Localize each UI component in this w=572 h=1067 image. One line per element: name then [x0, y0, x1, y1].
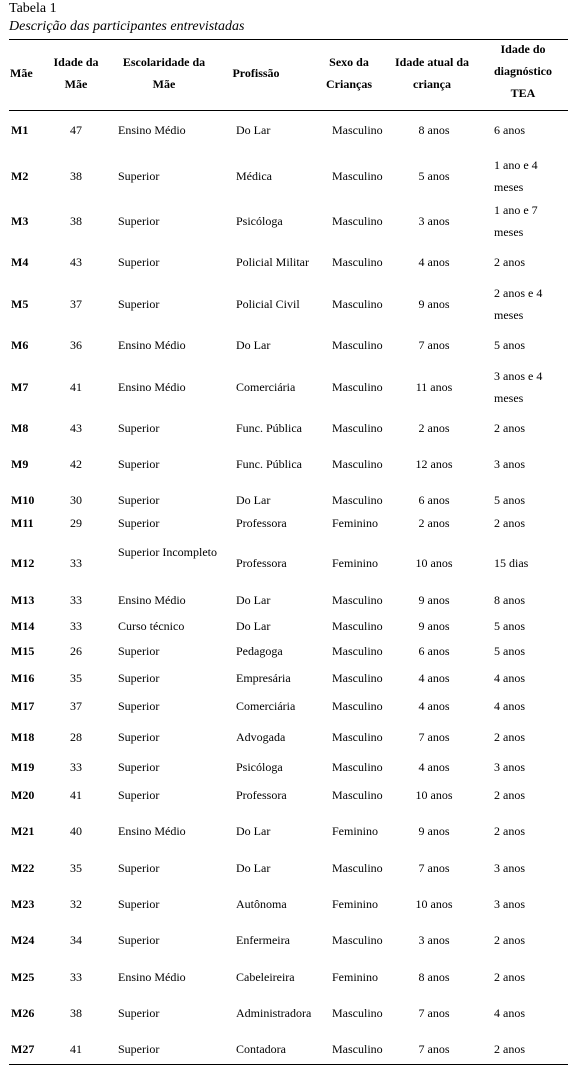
- cell-mae: M20: [11, 788, 35, 802]
- cell-idade-atual: 10 anos: [415, 556, 453, 570]
- cell-mae: M25: [11, 970, 35, 984]
- cell-idade-diag: 3 anos: [494, 457, 525, 471]
- cell-idade-diag: 2 anos: [494, 1042, 525, 1056]
- cell-mae: M9: [11, 457, 29, 471]
- cell-mae: M7: [11, 380, 29, 394]
- cell-idade-mae: 38: [70, 214, 82, 228]
- header-mae: Mãe: [10, 66, 33, 80]
- cell-profissao: Empresária: [236, 671, 291, 685]
- cell-idade-mae: 38: [70, 169, 82, 183]
- cell-mae: M4: [11, 255, 29, 269]
- cell-idade-diag: 15 dias: [494, 556, 529, 570]
- cell-mae: M3: [11, 214, 29, 228]
- cell-profissao: Psicóloga: [236, 760, 283, 774]
- cell-idade-diag: 1 ano e 7 meses: [494, 203, 538, 239]
- cell-escolaridade: Superior: [118, 255, 160, 269]
- cell-profissao: Do Lar: [236, 861, 271, 875]
- cell-escolaridade: Ensino Médio: [118, 970, 186, 984]
- cell-idade-diag: 3 anos: [494, 861, 525, 875]
- cell-idade-atual: 2 anos: [418, 516, 450, 530]
- cell-escolaridade: Superior: [118, 214, 160, 228]
- cell-escolaridade: Superior: [118, 699, 160, 713]
- cell-mae: M17: [11, 699, 35, 713]
- table-caption-number: Tabela 1: [9, 1, 57, 16]
- cell-escolaridade: Superior: [118, 861, 160, 875]
- cell-escolaridade: Superior: [118, 897, 160, 911]
- cell-profissao: Médica: [236, 169, 272, 183]
- cell-idade-atual: 3 anos: [418, 214, 450, 228]
- cell-idade-atual: 6 anos: [418, 493, 450, 507]
- cell-idade-diag: 4 anos: [494, 1006, 525, 1020]
- cell-idade-mae: 32: [70, 897, 82, 911]
- cell-escolaridade: Ensino Médio: [118, 593, 186, 607]
- cell-mae: M13: [11, 593, 35, 607]
- cell-idade-atual: 3 anos: [418, 933, 450, 947]
- cell-sexo: Feminino: [332, 970, 379, 984]
- cell-escolaridade: Superior: [118, 788, 160, 802]
- cell-idade-mae: 29: [70, 516, 82, 530]
- cell-sexo: Masculino: [332, 255, 383, 269]
- cell-profissao: Enfermeira: [236, 933, 290, 947]
- cell-sexo: Masculino: [332, 760, 383, 774]
- cell-profissao: Do Lar: [236, 123, 271, 137]
- cell-sexo: Masculino: [332, 338, 383, 352]
- cell-mae: M22: [11, 861, 35, 875]
- cell-sexo: Masculino: [332, 297, 383, 311]
- cell-profissao: Professora: [236, 516, 287, 530]
- cell-idade-diag: 8 anos: [494, 593, 525, 607]
- cell-mae: M19: [11, 760, 35, 774]
- cell-idade-mae: 42: [70, 457, 82, 471]
- cell-mae: M11: [11, 516, 34, 530]
- cell-mae: M1: [11, 123, 29, 137]
- cell-mae: M18: [11, 730, 35, 744]
- cell-idade-mae: 33: [70, 593, 82, 607]
- cell-idade-diag: 6 anos: [494, 123, 525, 137]
- cell-sexo: Masculino: [332, 457, 383, 471]
- cell-idade-mae: 33: [70, 970, 82, 984]
- cell-mae: M10: [11, 493, 35, 507]
- cell-idade-atual: 12 anos: [415, 457, 453, 471]
- cell-escolaridade: Superior: [118, 1006, 160, 1020]
- cell-profissao: Professora: [236, 556, 287, 570]
- cell-mae: M16: [11, 671, 35, 685]
- cell-idade-mae: 37: [70, 297, 82, 311]
- cell-idade-atual: 7 anos: [418, 1006, 450, 1020]
- cell-profissao: Psicóloga: [236, 214, 283, 228]
- cell-idade-atual: 10 anos: [415, 897, 453, 911]
- cell-idade-mae: 34: [70, 933, 82, 947]
- cell-profissao: Do Lar: [236, 593, 271, 607]
- cell-sexo: Masculino: [332, 644, 383, 658]
- cell-profissao: Func. Pública: [236, 421, 302, 435]
- cell-idade-diag: 2 anos: [494, 970, 525, 984]
- cell-idade-atual: 7 anos: [418, 1042, 450, 1056]
- cell-sexo: Masculino: [332, 421, 383, 435]
- cell-mae: M15: [11, 644, 35, 658]
- cell-sexo: Masculino: [332, 123, 383, 137]
- cell-idade-atual: 4 anos: [418, 255, 450, 269]
- cell-mae: M5: [11, 297, 29, 311]
- cell-idade-mae: 35: [70, 861, 82, 875]
- cell-idade-diag: 2 anos: [494, 516, 525, 530]
- cell-mae: M26: [11, 1006, 35, 1020]
- cell-idade-atual: 6 anos: [418, 644, 450, 658]
- cell-profissao: Advogada: [236, 730, 286, 744]
- cell-mae: M23: [11, 897, 35, 911]
- cell-idade-mae: 47: [70, 123, 82, 137]
- cell-escolaridade: Superior: [118, 457, 160, 471]
- cell-idade-mae: 33: [70, 760, 82, 774]
- cell-idade-mae: 28: [70, 730, 82, 744]
- cell-sexo: Masculino: [332, 380, 383, 394]
- cell-sexo: Masculino: [332, 1042, 383, 1056]
- cell-idade-mae: 40: [70, 824, 82, 838]
- cell-mae: M24: [11, 933, 35, 947]
- cell-idade-diag: 5 anos: [494, 644, 525, 658]
- cell-idade-diag: 4 anos: [494, 699, 525, 713]
- cell-idade-diag: 5 anos: [494, 493, 525, 507]
- table-caption-title: Descrição das participantes entrevistadas: [9, 19, 245, 34]
- cell-escolaridade: Superior: [118, 297, 160, 311]
- cell-idade-atual: 10 anos: [415, 788, 453, 802]
- cell-sexo: Feminino: [332, 824, 379, 838]
- cell-idade-diag: 2 anos: [494, 421, 525, 435]
- cell-idade-mae: 33: [70, 619, 82, 633]
- cell-idade-atual: 7 anos: [418, 730, 450, 744]
- cell-profissao: Autônoma: [236, 897, 287, 911]
- cell-idade-diag: 4 anos: [494, 671, 525, 685]
- cell-idade-atual: 9 anos: [418, 619, 450, 633]
- cell-idade-diag: 2 anos: [494, 824, 525, 838]
- cell-idade-atual: 11 anos: [415, 380, 453, 394]
- cell-sexo: Masculino: [332, 493, 383, 507]
- cell-sexo: Masculino: [332, 730, 383, 744]
- cell-escolaridade: Ensino Médio: [118, 338, 186, 352]
- cell-profissao: Cabeleireira: [236, 970, 295, 984]
- cell-idade-atual: 8 anos: [418, 970, 450, 984]
- cell-escolaridade: Superior: [118, 933, 160, 947]
- cell-idade-atual: 4 anos: [418, 760, 450, 774]
- cell-idade-diag: 1 ano e 4 meses: [494, 158, 538, 194]
- cell-idade-atual: 5 anos: [418, 169, 450, 183]
- cell-sexo: Masculino: [332, 861, 383, 875]
- cell-sexo: Masculino: [332, 671, 383, 685]
- cell-idade-mae: 36: [70, 338, 82, 352]
- cell-escolaridade: Superior: [118, 516, 160, 530]
- header-rule: [9, 110, 568, 111]
- cell-mae: M14: [11, 619, 35, 633]
- cell-sexo: Masculino: [332, 619, 383, 633]
- cell-profissao: Professora: [236, 788, 287, 802]
- cell-sexo: Masculino: [332, 169, 383, 183]
- cell-mae: M6: [11, 338, 29, 352]
- cell-sexo: Masculino: [332, 214, 383, 228]
- cell-idade-diag: 2 anos: [494, 933, 525, 947]
- cell-idade-diag: 2 anos e 4 meses: [494, 286, 543, 322]
- cell-idade-atual: 9 anos: [418, 297, 450, 311]
- cell-mae: M8: [11, 421, 29, 435]
- cell-idade-mae: 37: [70, 699, 82, 713]
- cell-escolaridade: Superior Incompleto: [118, 545, 217, 559]
- cell-profissao: Do Lar: [236, 493, 271, 507]
- cell-idade-atual: 4 anos: [418, 699, 450, 713]
- header-escolaridade: Escolaridade da Mãe: [122, 55, 206, 91]
- cell-sexo: Masculino: [332, 699, 383, 713]
- cell-escolaridade: Ensino Médio: [118, 123, 186, 137]
- cell-idade-mae: 43: [70, 255, 82, 269]
- cell-escolaridade: Superior: [118, 1042, 160, 1056]
- header-idade-atual: Idade atual da criança: [394, 55, 470, 91]
- cell-escolaridade: Ensino Médio: [118, 824, 186, 838]
- cell-escolaridade: Superior: [118, 421, 160, 435]
- header-idade-diagnostico: Idade do diagnóstico TEA: [493, 42, 552, 100]
- cell-mae: M27: [11, 1042, 35, 1056]
- cell-idade-diag: 2 anos: [494, 255, 525, 269]
- header-idade-mae: Idade da Mãe: [53, 55, 99, 91]
- cell-profissao: Pedagoga: [236, 644, 283, 658]
- cell-idade-mae: 38: [70, 1006, 82, 1020]
- header-sexo: Sexo da Crianças: [326, 55, 372, 91]
- cell-mae: M2: [11, 169, 29, 183]
- cell-idade-mae: 26: [70, 644, 82, 658]
- cell-idade-mae: 30: [70, 493, 82, 507]
- cell-idade-mae: 41: [70, 1042, 82, 1056]
- cell-idade-atual: 9 anos: [418, 593, 450, 607]
- cell-escolaridade: Superior: [118, 493, 160, 507]
- cell-sexo: Feminino: [332, 516, 379, 530]
- cell-idade-mae: 41: [70, 380, 82, 394]
- cell-profissao: Do Lar: [236, 619, 271, 633]
- cell-sexo: Feminino: [332, 556, 379, 570]
- cell-idade-mae: 43: [70, 421, 82, 435]
- cell-profissao: Do Lar: [236, 338, 271, 352]
- cell-profissao: Func. Pública: [236, 457, 302, 471]
- cell-idade-diag: 3 anos: [494, 897, 525, 911]
- header-profissao: Profissão: [232, 66, 280, 80]
- cell-sexo: Feminino: [332, 897, 379, 911]
- cell-profissao: Contadora: [236, 1042, 286, 1056]
- cell-idade-mae: 35: [70, 671, 82, 685]
- cell-mae: M21: [11, 824, 35, 838]
- cell-idade-diag: 3 anos: [494, 760, 525, 774]
- cell-profissao: Policial Militar: [236, 255, 309, 269]
- cell-profissao: Comerciária: [236, 380, 296, 394]
- cell-idade-diag: 5 anos: [494, 619, 525, 633]
- cell-idade-atual: 4 anos: [418, 671, 450, 685]
- cell-escolaridade: Curso técnico: [118, 619, 185, 633]
- cell-mae: M12: [11, 556, 35, 570]
- cell-idade-diag: 3 anos e 4 meses: [494, 369, 543, 405]
- cell-sexo: Masculino: [332, 1006, 383, 1020]
- cell-idade-atual: 8 anos: [418, 123, 450, 137]
- cell-idade-diag: 2 anos: [494, 730, 525, 744]
- cell-profissao: Do Lar: [236, 824, 271, 838]
- cell-escolaridade: Superior: [118, 671, 160, 685]
- cell-escolaridade: Superior: [118, 760, 160, 774]
- cell-idade-mae: 33: [70, 556, 82, 570]
- cell-sexo: Masculino: [332, 933, 383, 947]
- cell-profissao: Policial Civil: [236, 297, 300, 311]
- cell-idade-atual: 7 anos: [418, 338, 450, 352]
- cell-idade-atual: 2 anos: [418, 421, 450, 435]
- cell-idade-mae: 41: [70, 788, 82, 802]
- cell-idade-atual: 9 anos: [418, 824, 450, 838]
- cell-idade-diag: 2 anos: [494, 788, 525, 802]
- cell-profissao: Comerciária: [236, 699, 296, 713]
- cell-sexo: Masculino: [332, 593, 383, 607]
- bottom-rule: [9, 1064, 568, 1065]
- cell-escolaridade: Superior: [118, 730, 160, 744]
- cell-idade-diag: 5 anos: [494, 338, 525, 352]
- cell-escolaridade: Ensino Médio: [118, 380, 186, 394]
- cell-sexo: Masculino: [332, 788, 383, 802]
- cell-idade-atual: 7 anos: [418, 861, 450, 875]
- cell-escolaridade: Superior: [118, 644, 160, 658]
- cell-escolaridade: Superior: [118, 169, 160, 183]
- cell-profissao: Administradora: [236, 1006, 312, 1020]
